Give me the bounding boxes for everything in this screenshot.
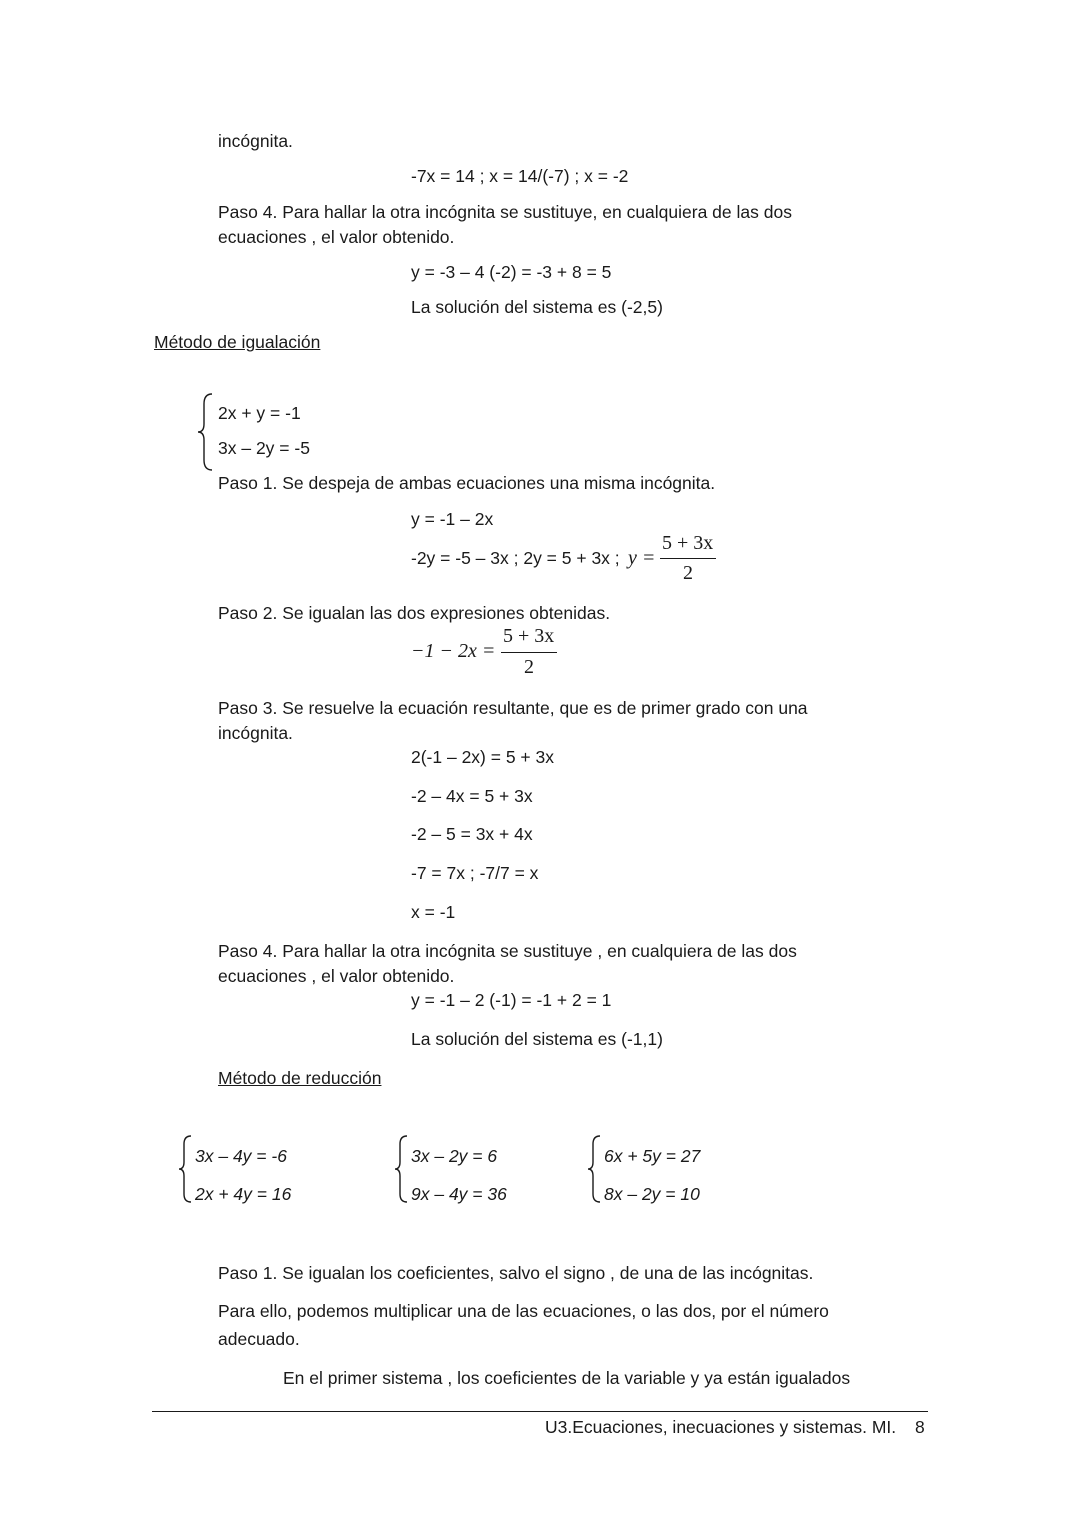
- equation-y-solution: y = -3 – 4 (-2) = -3 + 8 = 5: [411, 262, 612, 282]
- heading-reduccion: Método de reducción: [218, 1068, 382, 1088]
- paso1-text: Paso 1. Se despeja de ambas ecuaciones una misma incógnita.: [218, 473, 716, 493]
- paso4b-eq: y = -1 – 2 (-1) = -1 + 2 = 1: [411, 990, 612, 1010]
- frac-lhs-2: −1 − 2x =: [411, 640, 496, 662]
- paso3-line2: incógnita.: [218, 723, 293, 743]
- page-number: 8: [915, 1417, 925, 1437]
- paso2-fraction: [411, 625, 561, 685]
- reduccion-primer-sistema: En el primer sistema , los coeficientes de la variable y ya están igualados: [283, 1368, 851, 1388]
- frac-bar-2: [501, 652, 557, 653]
- solution-statement: La solución del sistema es (-2,5): [411, 297, 663, 317]
- equation-x-solution: -7x = 14 ; x = 14/(-7) ; x = -2: [411, 166, 629, 186]
- paso3-step-2: -2 – 4x = 5 + 3x: [411, 786, 533, 806]
- system1-eq-1: 3x – 4y = -6: [195, 1146, 287, 1166]
- brace-icon: [196, 392, 216, 472]
- system3-eq-2: 8x – 2y = 10: [604, 1184, 700, 1204]
- reduccion-paso1: Paso 1. Se igualan los coeficientes, salvo el signo , de una de las incógnitas.: [218, 1263, 814, 1283]
- paso4b-line2: ecuaciones , el valor obtenido.: [218, 966, 455, 986]
- footer-divider: [152, 1411, 928, 1412]
- paso4b-line1: Paso 4. Para hallar la otra incógnita se sustituye , en cualquiera de las dos: [218, 941, 797, 961]
- paso1-fraction: [628, 530, 723, 590]
- paso4-line2: ecuaciones , el valor obtenido.: [218, 227, 455, 247]
- footer-title: U3.Ecuaciones, inecuaciones y sistemas. MI.: [545, 1417, 897, 1437]
- heading-igualacion: Método de igualación: [154, 332, 321, 352]
- system-eq-1: 2x + y = -1: [218, 403, 301, 423]
- reduccion-para-line1: Para ello, podemos multiplicar una de las ecuaciones, o las dos, por el número: [218, 1301, 829, 1321]
- reduccion-para-line2: adecuado.: [218, 1329, 300, 1349]
- frac-numerator: 5 + 3x: [662, 532, 714, 554]
- paso1-eq2: -2y = -5 – 3x ; 2y = 5 + 3x ;: [411, 548, 620, 568]
- paso3-step-1: 2(-1 – 2x) = 5 + 3x: [411, 747, 554, 767]
- frac-bar: [660, 558, 716, 559]
- frac-denominator-2: 2: [524, 656, 534, 678]
- paso1-eq1: y = -1 – 2x: [411, 509, 494, 529]
- frac-numerator-2: 5 + 3x: [503, 625, 555, 647]
- system1-eq-2: 2x + 4y = 16: [195, 1184, 292, 1204]
- system2-eq-2: 9x – 4y = 36: [411, 1184, 507, 1204]
- paso3-step-3: -2 – 5 = 3x + 4x: [411, 824, 533, 844]
- brace-icon: [586, 1134, 604, 1204]
- system-eq-2: 3x – 2y = -5: [218, 438, 310, 458]
- solution-statement-2: La solución del sistema es (-1,1): [411, 1029, 663, 1049]
- paso3-step-5: x = -1: [411, 902, 456, 922]
- brace-icon: [393, 1134, 411, 1204]
- system2-eq-1: 3x – 2y = 6: [411, 1146, 498, 1166]
- paso3-line1: Paso 3. Se resuelve la ecuación resultante, que es de primer grado con una: [218, 698, 808, 718]
- paso2-text: Paso 2. Se igualan las dos expresiones obtenidas.: [218, 603, 611, 623]
- brace-icon: [177, 1134, 195, 1204]
- paso3-step-4: -7 = 7x ; -7/7 = x: [411, 863, 539, 883]
- text-incognita: incógnita.: [218, 131, 293, 151]
- frac-denominator: 2: [683, 562, 693, 584]
- system3-eq-1: 6x + 5y = 27: [604, 1146, 701, 1166]
- frac-lhs: y =: [628, 547, 656, 569]
- paso4-line1: Paso 4. Para hallar la otra incógnita se sustituye, en cualquiera de las dos: [218, 202, 792, 222]
